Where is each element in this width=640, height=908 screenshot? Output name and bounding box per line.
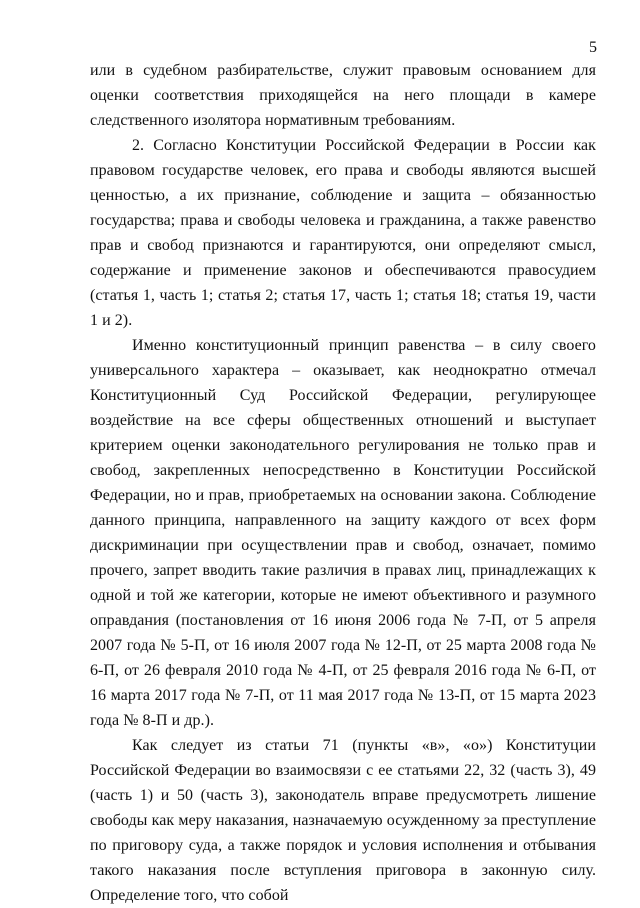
paragraph-item-2: 2. Согласно Конституции Российской Федерации в России как правовом государстве человек, его права и свободы являются высшей ценностью, а их признание, соблюдение и защита – обязанностью государства; права и свободы человека и гражданина, а также равенство прав и свобод признаются и гарантируются, они определяют смысл, содержание и применение законов и обеспечиваются правосудием (статья 1, часть 1; статья 2; статья 17, часть 1; статья 18; статья 19, части 1 и 2). <box>90 137 596 329</box>
page-number: 5 <box>589 39 597 56</box>
paragraph-continuation: или в судебном разбирательстве, служит правовым основанием для оценки соответствия приходящейся на него площади в камере следственного изолятора нормативным требованиям. <box>90 62 596 129</box>
document-body <box>90 58 596 908</box>
paragraph-equality-principle: Именно конституционный принцип равенства – в силу своего универсального характера – оказывает, как неоднократно отмечал Конституционный Суд Российской Федерации, регулирующее воздействие на все сферы общественных отношений и выступает критерием оценки законодательного регулирования не только прав и свобод, закрепленных непосредственно в Конституции Российской Федерации, но и прав, приобретаемых на основании закона. Соблюдение данного принципа, направленного на защиту каждого от всех форм дискриминации при осуществлении прав и свобод, означает, помимо прочего, запрет вводить такие различия в правах лиц, принадлежащих к одной и той же категории, которые не имеют объективного и разумного оправдания (постановления от 16 июня 2006 года № 7-П, от 5 апреля 2007 года № 5-П, от 16 июля 2007 года № 12-П, от 25 марта 2008 года № 6-П, от 26 февраля 2010 года № 4-П, от 25 февраля 2016 года № 6-П, от 16 марта 2017 года № 7-П, от 11 мая 2017 года № 13-П, от 15 марта 2023 года № 8-П и др.). <box>90 337 596 729</box>
paragraph-article-71: Как следует из статьи 71 (пункты «в», «о») Конституции Российской Федерации во взаимосвязи с ее статьями 22, 32 (часть 3), 49 (часть 1) и 50 (часть 3), законодатель вправе предусмотреть лишение свободы как меру наказания, назначаемую осужденному за преступление по приговору суда, а также порядок и условия исполнения и отбывания такого наказания после вступления приговора в законную силу. Определение того, что собой <box>90 737 596 904</box>
